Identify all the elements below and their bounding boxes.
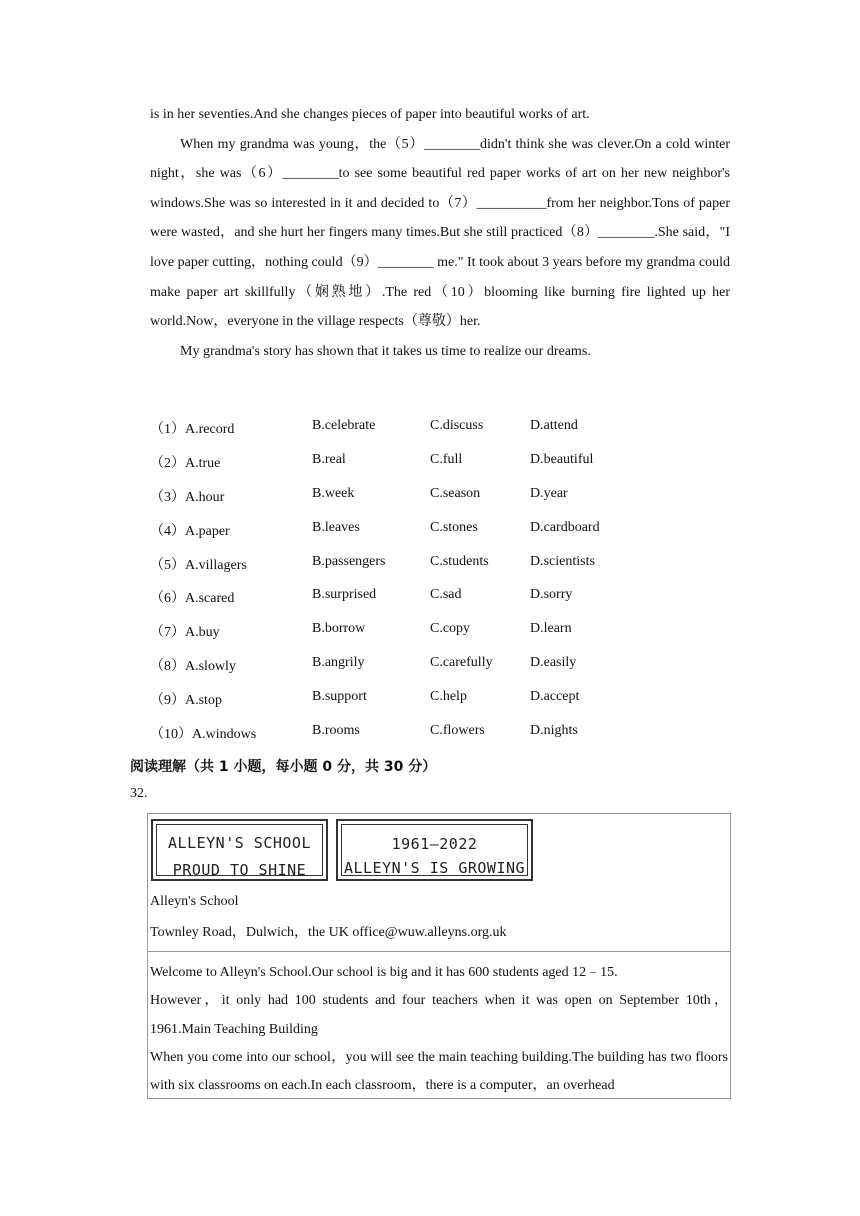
logo-line-2: ALLEYN'S IS GROWING	[343, 859, 526, 877]
option-c: C.flowers	[430, 723, 485, 739]
option-row-4	[150, 514, 730, 548]
option-d: D.learn	[530, 621, 572, 637]
answer-options	[150, 412, 730, 751]
option-d: D.scientists	[530, 553, 595, 569]
option-a: （1）A.record	[150, 422, 235, 437]
option-c: C.season	[430, 485, 481, 501]
question-number: 32.	[130, 786, 148, 801]
cloze-passage	[150, 100, 730, 366]
option-c: C.sad	[430, 587, 462, 603]
option-row-5	[150, 548, 730, 582]
description-line: However，it only had 100 students and four teachers when it was open on September 10th，1961.Main Teaching Building	[150, 993, 728, 1037]
option-c: C.help	[430, 689, 467, 705]
option-d: D.year	[530, 485, 568, 501]
option-b: B.surprised	[312, 587, 377, 603]
option-row-2	[150, 446, 730, 480]
option-a: （2）A.true	[150, 455, 221, 471]
option-row-3	[150, 480, 730, 514]
school-description-cell	[150, 959, 728, 1099]
option-row-8	[150, 649, 730, 683]
option-c: C.carefully	[430, 655, 493, 671]
school-anniversary-logo	[336, 819, 533, 881]
option-row-6	[150, 581, 730, 615]
passage-paragraph-3: My grandma's story has shown that it takes us time to realize our dreams.	[180, 343, 591, 359]
option-a: （9）A.stop	[150, 693, 222, 709]
option-b: B.leaves	[312, 519, 360, 535]
option-a: （4）A.paper	[150, 523, 230, 539]
option-c: C.copy	[430, 621, 471, 637]
school-info-table	[147, 813, 731, 1099]
option-b: B.celebrate	[312, 418, 376, 433]
logo-line-1: 1961—2022	[391, 835, 478, 853]
school-address: Townley Road，Dulwich，the UK office@wuw.alleyns.org.uk	[150, 925, 507, 940]
option-b: B.passengers	[312, 553, 386, 569]
option-c: C.discuss	[430, 418, 484, 433]
logo-line-1: ALLEYN'S SCHOOL	[168, 834, 311, 852]
option-c: C.stones	[430, 519, 478, 535]
logo-line-2: PROUD TO SHINE	[172, 861, 307, 879]
option-a: （6）A.scared	[150, 591, 235, 607]
option-d: D.nights	[530, 723, 578, 739]
option-b: B.angrily	[312, 655, 365, 671]
passage-paragraph-2: When my grandma was young，the（5）________didn't think she was clever.On a cold winter night，she was（6）________to see some beautiful red paper works of art on her new neighbor's windows.She was so interested in it and decided to（7）__________from her neighbor.Tons of paper were wasted，and she hurt her fingers many times.But she still practiced（8）________.She said，"I love paper cutting，nothing could（9）________ me." It took about 3 years before my grandma could make paper art skillfully（娴熟地）.The red（10）blooming like burning fire lighted up her world.Now，everyone in the village respects（尊敬）her.	[150, 136, 730, 330]
option-d: D.easily	[530, 655, 577, 671]
option-d: D.cardboard	[530, 519, 600, 535]
school-name: Alleyn's School	[150, 894, 239, 909]
option-row-9	[150, 683, 730, 717]
option-c: C.full	[430, 451, 463, 467]
description-line: Welcome to Alleyn's School.Our school is big and it has 600 students aged 12﹣15.	[150, 965, 618, 980]
description-line: When you come into our school，you will see the main teaching building.The building has two floors with six classrooms on each.In each classroom，there is a computer，an overhead	[150, 1049, 728, 1094]
option-d: D.attend	[530, 418, 578, 433]
option-row-10	[150, 717, 730, 751]
option-d: D.accept	[530, 689, 580, 705]
option-row-7	[150, 615, 730, 649]
option-b: B.support	[312, 689, 367, 705]
option-row-1	[150, 412, 730, 446]
school-header-cell	[148, 814, 730, 952]
option-a: （3）A.hour	[150, 489, 225, 505]
passage-paragraph-1: is in her seventies.And she changes pieces of paper into beautiful works of art.	[150, 107, 590, 122]
option-b: B.real	[312, 451, 346, 467]
option-a: （10）A.windows	[150, 727, 257, 743]
option-a: （5）A.villagers	[150, 557, 247, 573]
option-b: B.rooms	[312, 723, 360, 739]
option-d: D.sorry	[530, 587, 573, 603]
school-motto-logo	[151, 819, 328, 881]
option-d: D.beautiful	[530, 451, 594, 467]
option-b: B.week	[312, 485, 355, 501]
section-heading: 阅读理解（共 1 小题，每小题 0 分，共 30 分）	[130, 759, 437, 775]
option-a: （7）A.buy	[150, 625, 220, 641]
option-c: C.students	[430, 553, 489, 569]
option-b: B.borrow	[312, 621, 366, 637]
option-a: （8）A.slowly	[150, 659, 236, 675]
